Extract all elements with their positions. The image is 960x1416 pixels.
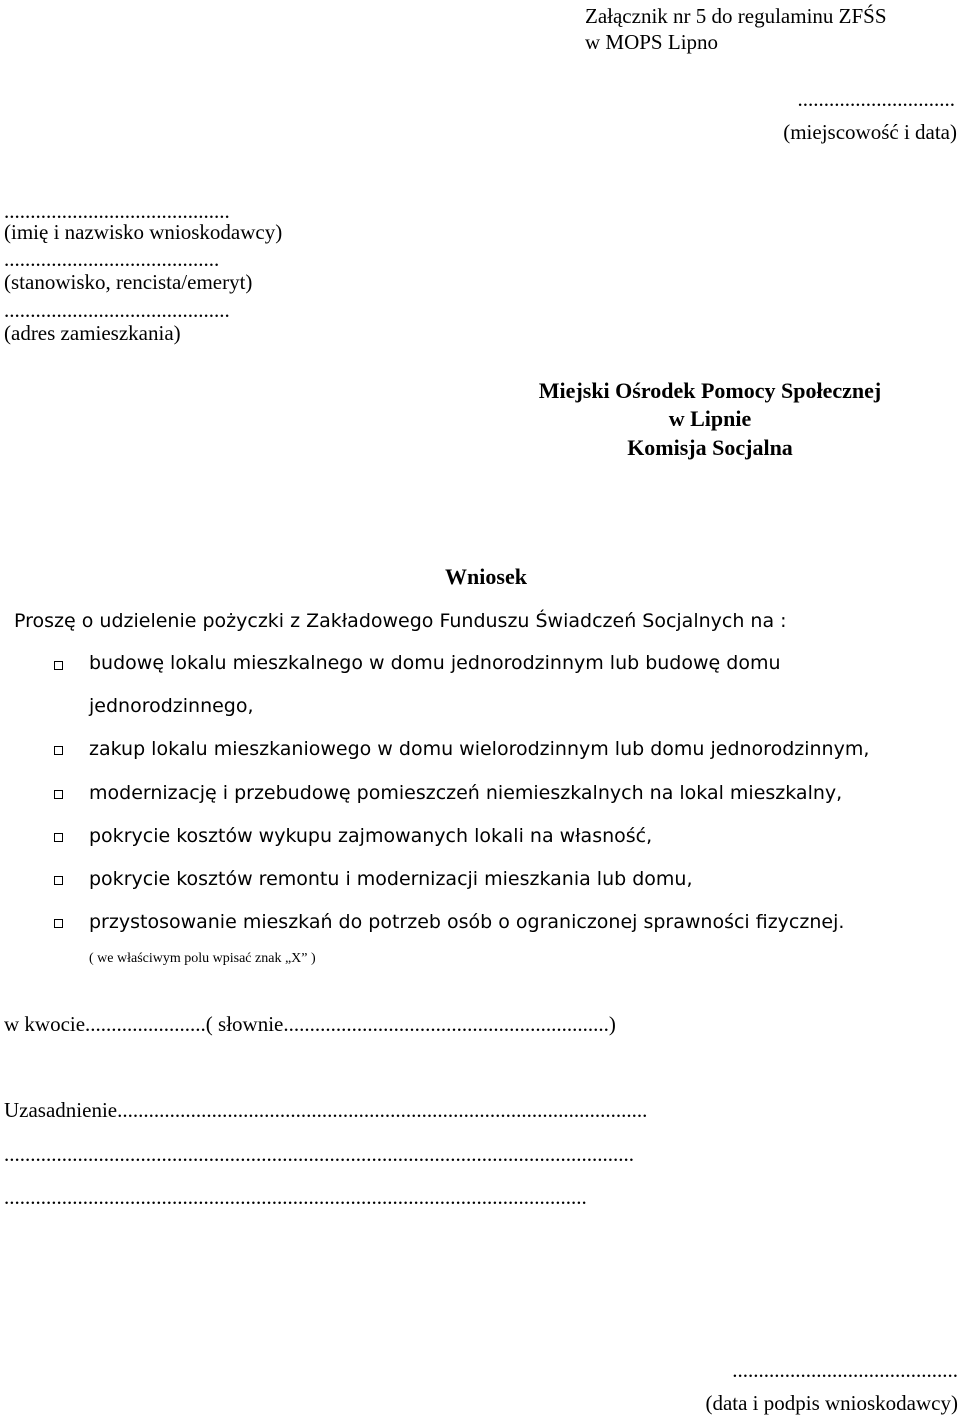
amount-field[interactable]: w kwocie.......................( słownie..............................................................) — [4, 1012, 616, 1036]
checkbox-option-3[interactable] — [54, 790, 63, 799]
option-1-text-line-2: jednorodzinnego, — [89, 695, 254, 717]
annex-line-1: Załącznik nr 5 do regulaminu ZFŚS — [585, 4, 887, 28]
signature-field[interactable]: ........................................... — [732, 1358, 958, 1382]
applicant-position-label: (stanowisko, rencista/emeryt) — [4, 270, 253, 294]
checkbox-option-4[interactable] — [54, 833, 63, 842]
applicant-position-field[interactable]: ......................................... — [4, 247, 220, 271]
applicant-name-field[interactable]: ........................................... — [4, 199, 230, 223]
checkbox-option-2[interactable] — [54, 746, 63, 755]
option-1-text-line-1: budowę lokalu mieszkalnego w domu jednorodzinnym lub budowę domu — [89, 652, 781, 674]
option-3-text: modernizację i przebudowę pomieszczeń niemieszkalnych na lokal mieszkalny, — [89, 782, 843, 804]
checkbox-option-6[interactable] — [54, 919, 63, 928]
form-intro: Proszę o udzielenie pożyczki z Zakładowego Funduszu Świadczeń Socjalnych na : — [14, 610, 787, 632]
place-date-label: (miejscowość i data) — [783, 120, 957, 144]
recipient-line-1: Miejski Ośrodek Pomocy Społecznej — [538, 378, 882, 403]
justification-field-line-1[interactable]: Uzasadnienie..................................................................................................... — [4, 1098, 648, 1122]
applicant-name-label: (imię i nazwisko wnioskodawcy) — [4, 220, 283, 244]
signature-label: (data i podpis wnioskodawcy) — [705, 1391, 958, 1415]
recipient-line-2: w Lipnie — [668, 406, 752, 431]
form-title: Wniosek — [445, 564, 527, 589]
applicant-address-label: (adres zamieszkania) — [4, 321, 181, 345]
checkbox-hint: ( we właściwym polu wpisać znak „X” ) — [89, 951, 316, 966]
recipient-line-3: Komisja Socjalna — [627, 435, 793, 460]
checkbox-option-5[interactable] — [54, 876, 63, 885]
checkbox-option-1[interactable] — [54, 661, 63, 670]
option-6-text: przystosowanie mieszkań do potrzeb osób o ograniczonej sprawności fizycznej. — [89, 911, 845, 933]
justification-field-line-2[interactable]: ........................................................................................................................ — [4, 1142, 634, 1166]
option-4-text: pokrycie kosztów wykupu zajmowanych lokali na własność, — [89, 825, 653, 847]
option-2-text: zakup lokalu mieszkaniowego w domu wielorodzinnym lub domu jednorodzinnym, — [89, 738, 870, 760]
annex-line-2: w MOPS Lipno — [585, 30, 719, 54]
justification-field-line-3[interactable]: ............................................................................................................... — [4, 1185, 587, 1209]
applicant-address-field[interactable]: ........................................... — [4, 298, 230, 322]
option-5-text: pokrycie kosztów remontu i modernizacji mieszkania lub domu, — [89, 868, 693, 890]
place-date-field[interactable]: .............................. — [797, 87, 955, 111]
